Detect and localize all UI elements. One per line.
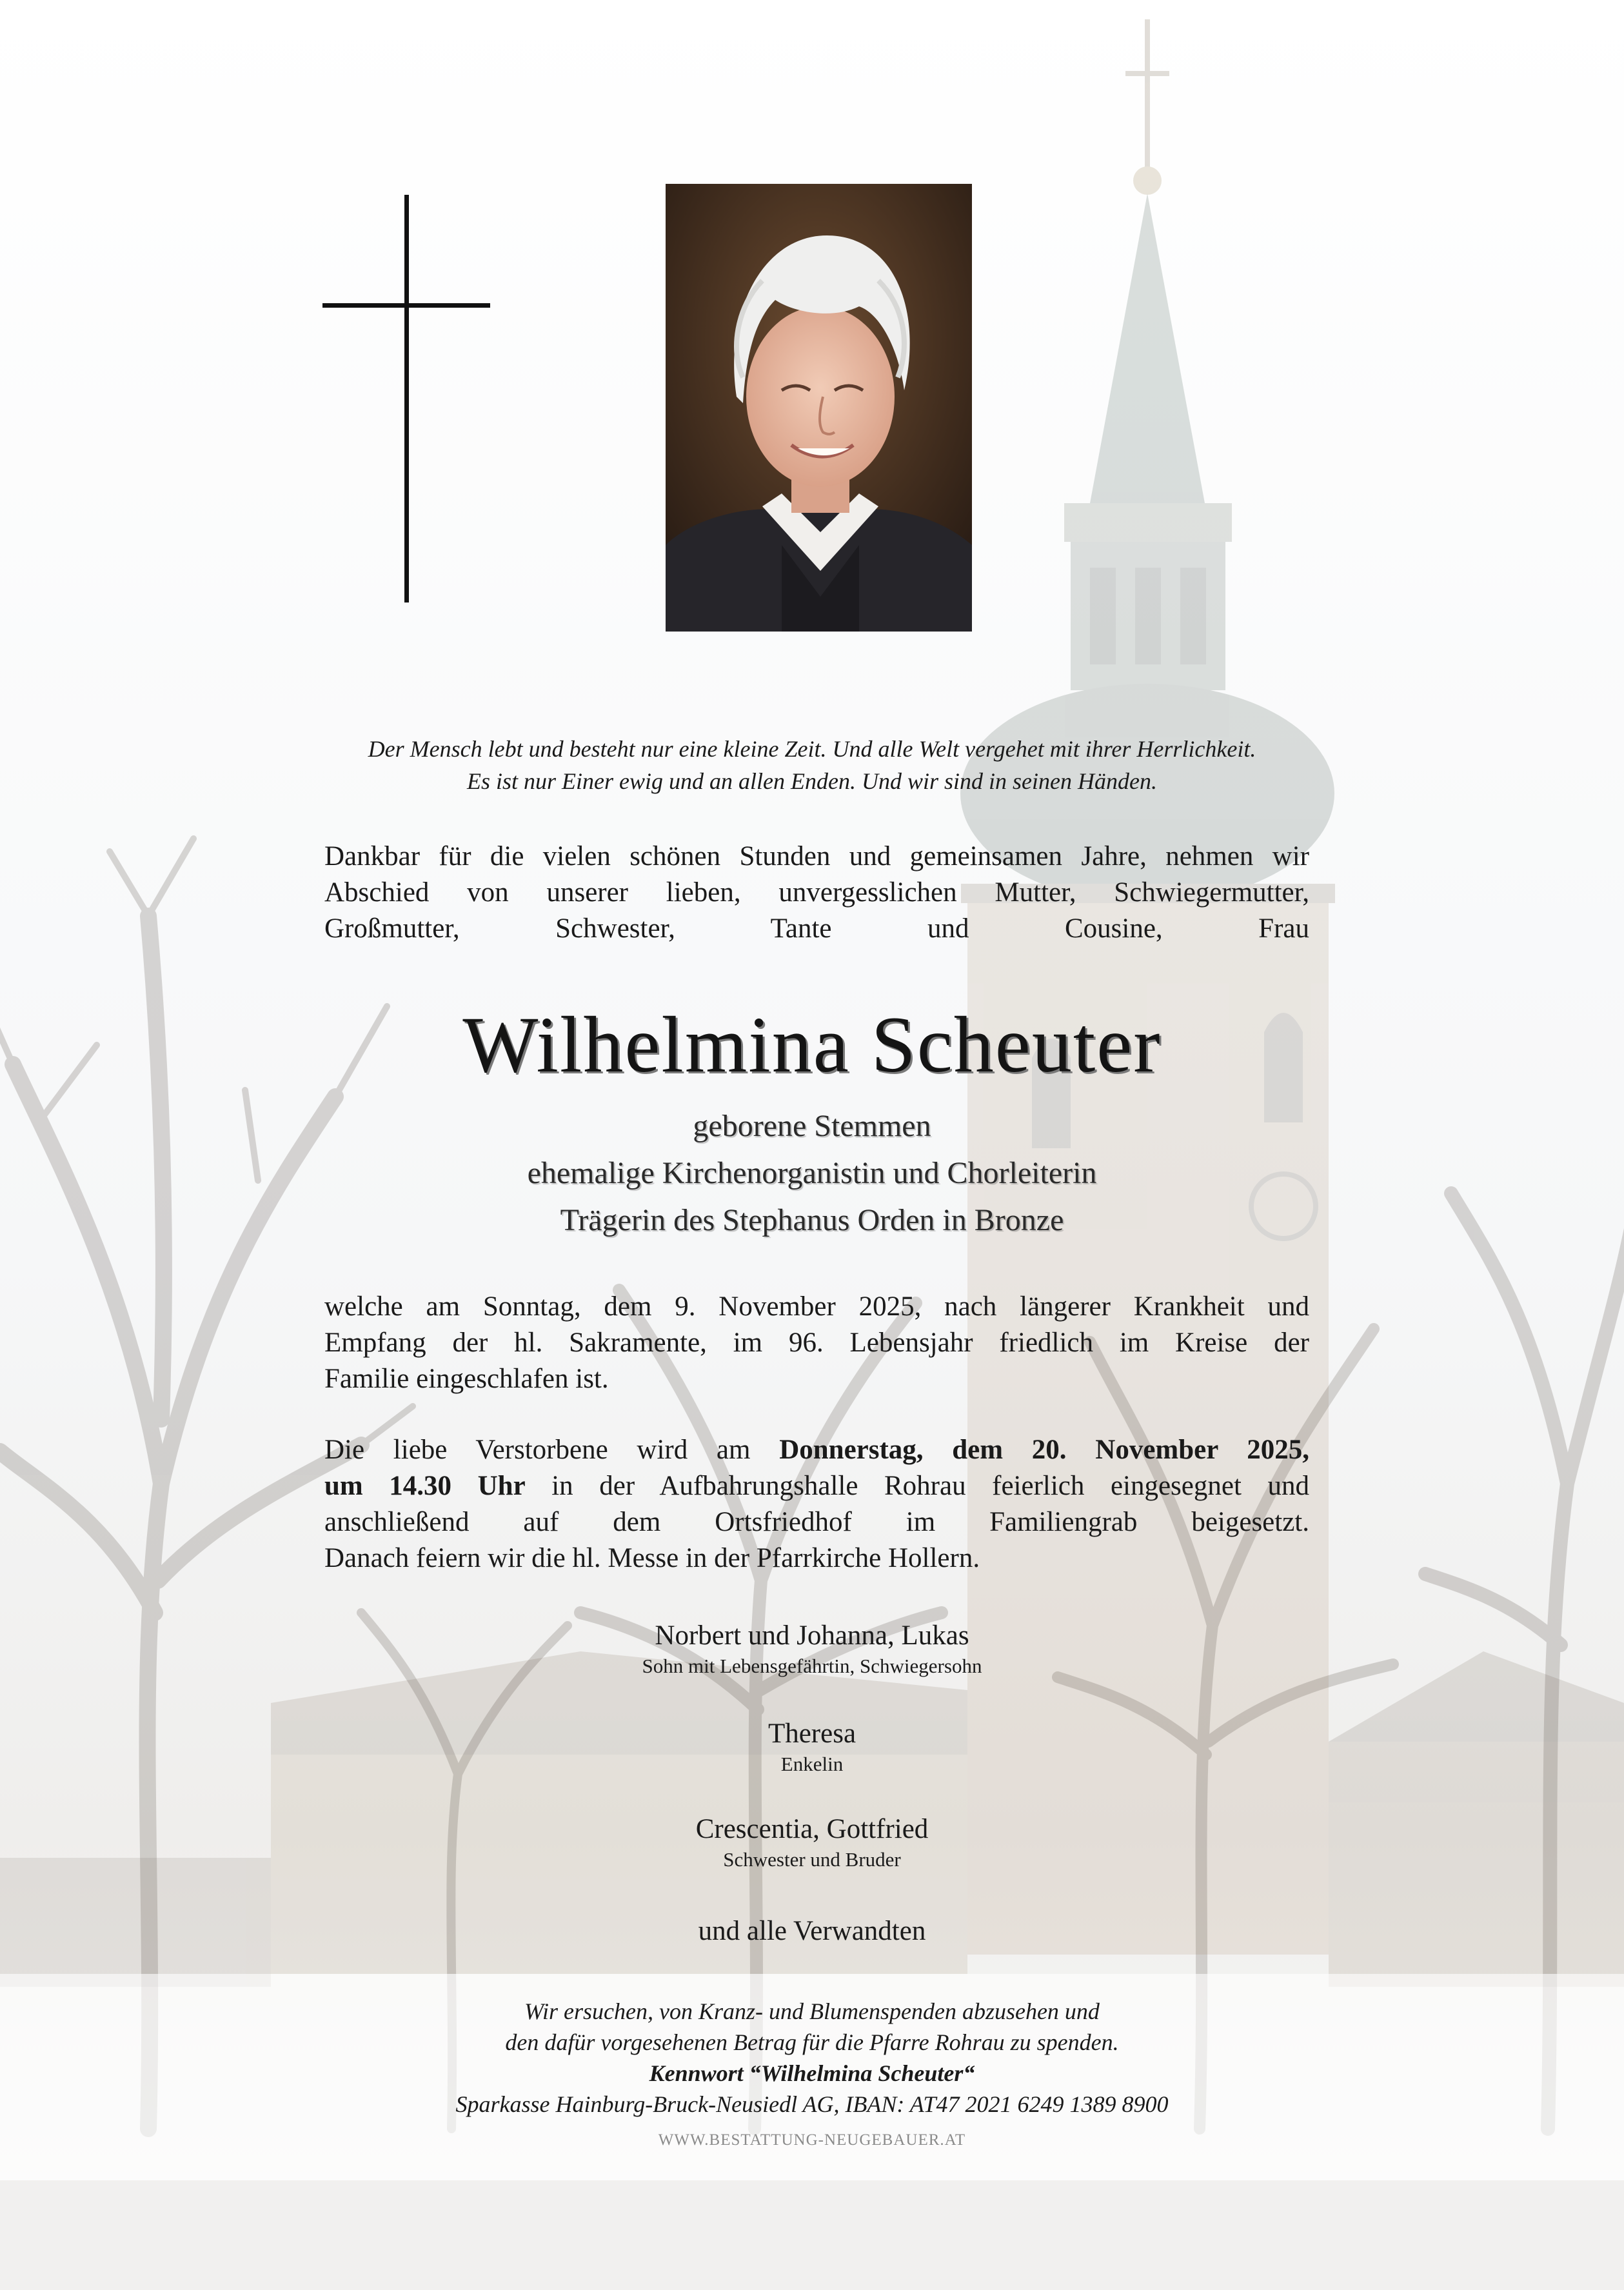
mourner-group	[322, 1811, 1302, 1872]
mourner-names: Crescentia, Gottfried	[695, 1814, 929, 1844]
funeral-line-4: Danach feiern wir die hl. Messe in der Pfarrkirche Hollern.	[324, 1543, 980, 1573]
funeral-line-1	[324, 1432, 1309, 1468]
donation-line-2: den dafür vorgesehenen Betrag für die Pfarre Rohrau zu spenden.	[505, 2029, 1119, 2055]
mourner-group	[322, 1716, 1302, 1777]
mourner-names: Norbert und Johanna, Lukas	[655, 1620, 969, 1651]
donation-bank: Sparkasse Hainburg-Bruck-Neusiedl AG, IBAN: AT47 2021 6249 1389 8900	[455, 2091, 1169, 2117]
death-line-3: Familie eingeschlafen ist.	[324, 1364, 609, 1394]
portrait-photo	[666, 184, 972, 632]
quote-line-1: Der Mensch lebt und besteht nur eine kleine Zeit. Und alle Welt vergehet mit ihrer Herrlichkeit.	[368, 736, 1256, 762]
quote-line-2: Es ist nur Einer ewig und an allen Enden. Und wir sind in seinen Händen.	[467, 768, 1157, 794]
funeral-line-2-text: in der Aufbahrungshalle Rohrau feierlich eingesegnet und	[525, 1471, 1309, 1501]
death-line-1: welche am Sonntag, dem 9. November 2025, nach längerer Krankheit und	[324, 1291, 1309, 1322]
funeral-line-3: anschließend auf dem Ortsfriedhof im Familiengrab beigesetzt.	[324, 1507, 1309, 1537]
former-role: ehemalige Kirchenorganistin und Chorleiterin	[527, 1156, 1097, 1190]
portrait-image	[666, 184, 972, 632]
deceased-name: Wilhelmina Scheuter	[462, 1001, 1162, 1089]
mourner-relation: Schwester und Bruder	[723, 1848, 901, 1871]
deceased-details	[193, 1102, 1431, 1244]
mourner-relation: Sohn mit Lebensgefährtin, Schwiegersohn	[642, 1655, 982, 1677]
death-notice-paragraph	[324, 1289, 1309, 1397]
mourner-relation: Enkelin	[780, 1753, 844, 1775]
mourner-names: und alle Verwandten	[698, 1916, 926, 1946]
birth-name: geborene Stemmen	[693, 1109, 931, 1143]
funeral-line-2	[324, 1468, 1309, 1504]
website-url: WWW.BESTATTUNG-NEUGEBAUER.AT	[658, 2131, 966, 2149]
cross-icon-horizontal	[322, 303, 490, 308]
cross-icon-vertical	[404, 195, 409, 602]
death-line-2: Empfang der hl. Sakramente, im 96. Lebensjahr friedlich im Kreise der	[324, 1328, 1309, 1358]
intro-paragraph	[324, 839, 1309, 947]
funeral-date: Donnerstag, dem 20. November 2025,	[779, 1435, 1309, 1465]
intro-line-1: Dankbar für die vielen schönen Stunden und gemeinsamen Jahre, nehmen wir	[324, 841, 1309, 871]
mourner-group	[322, 1618, 1302, 1678]
funeral-time: um 14.30 Uhr	[324, 1471, 526, 1501]
funeral-line-1-text: Die liebe Verstorbene wird am	[324, 1435, 780, 1465]
mourner-names: Theresa	[767, 1718, 857, 1749]
donation-keyword: Kennwort “Wilhelmina Scheuter“	[649, 2060, 975, 2086]
intro-line-3: Großmutter, Schwester, Tante und Cousine, Frau	[324, 913, 1309, 944]
funeral-paragraph	[324, 1432, 1309, 1577]
honor: Trägerin des Stephanus Orden in Bronze	[560, 1203, 1064, 1237]
mourner-group	[322, 1913, 1302, 1949]
donation-line-1: Wir ersuchen, von Kranz- und Blumenspenden abzusehen und	[524, 1998, 1100, 2024]
donation-request	[193, 1996, 1431, 2120]
intro-line-2: Abschied von unserer lieben, unvergesslichen Mutter, Schwiegermutter,	[324, 877, 1309, 908]
bible-quote	[193, 733, 1431, 797]
